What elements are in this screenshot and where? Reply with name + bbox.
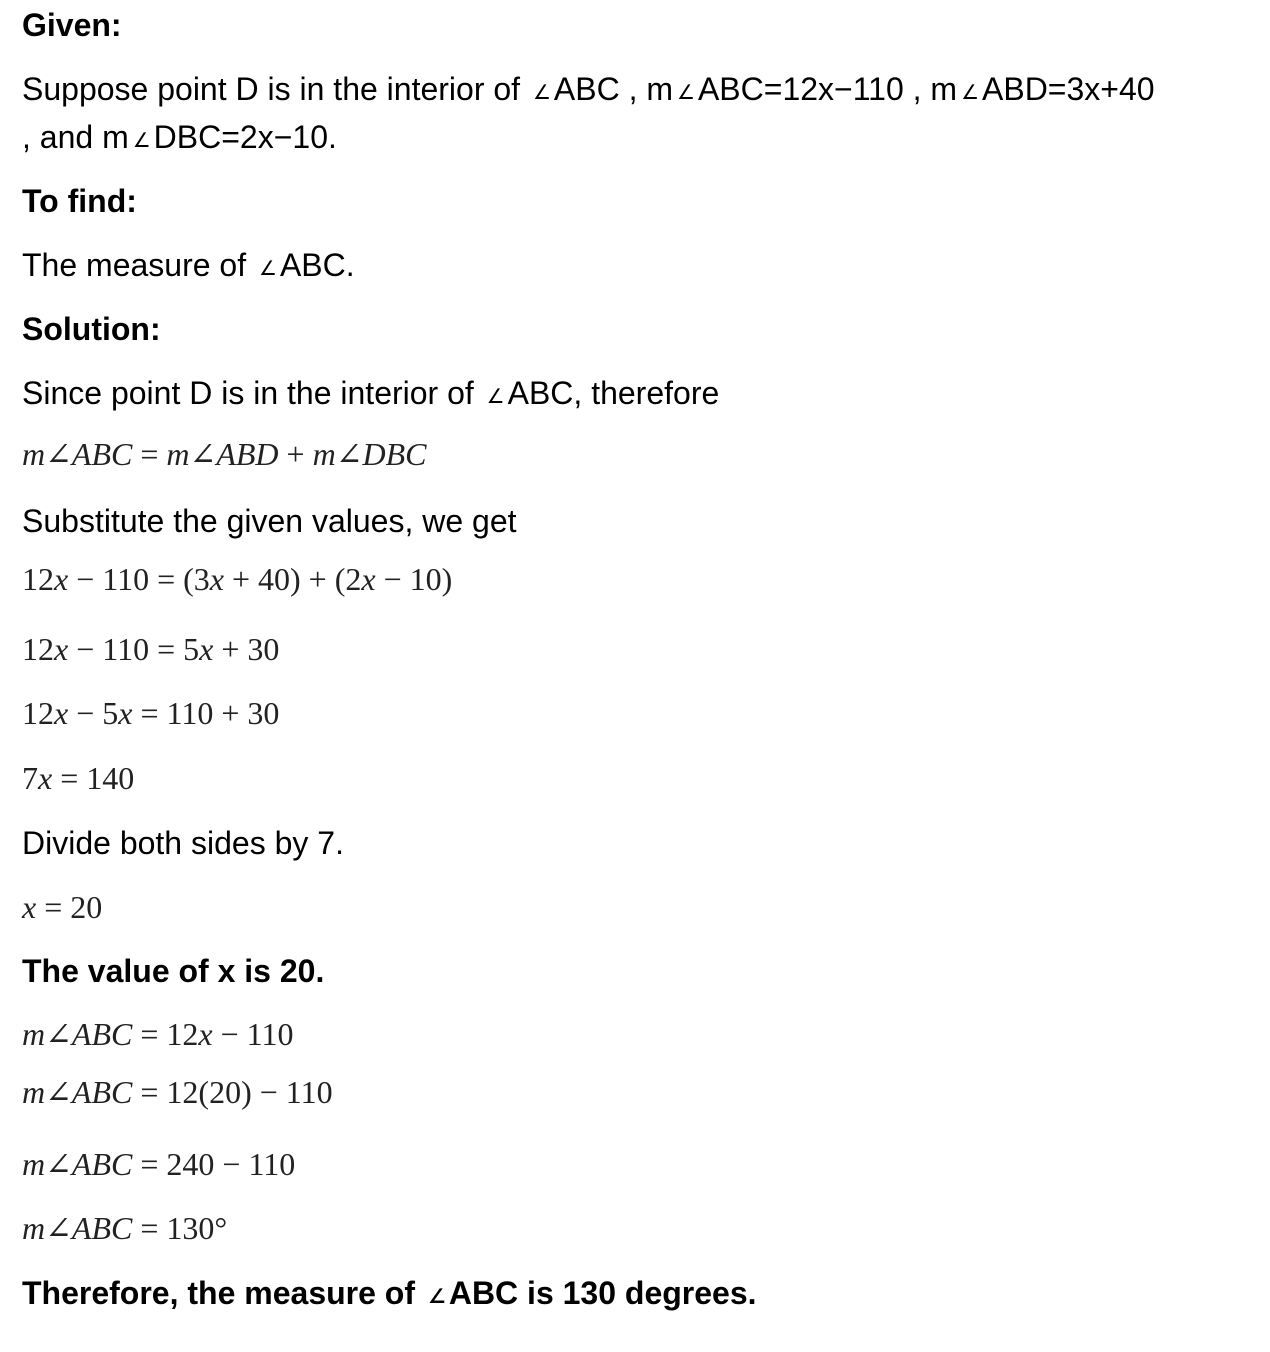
equation-step-4: 7x = 140 — [22, 760, 135, 796]
equation-abc-1: m∠ABC = 12x − 110 — [22, 1016, 294, 1052]
equation-step-2: 12x − 110 = 5x + 30 — [22, 631, 280, 667]
angle-symbol: ∠ — [259, 258, 277, 280]
angle-symbol: ∠ — [486, 386, 505, 408]
angle-symbol: ∠ — [677, 82, 695, 104]
equation-step-3: 12x − 5x = 110 + 30 — [22, 695, 280, 731]
value-statement: The value of x is 20. — [22, 953, 325, 989]
equation-step-1: 12x − 110 = (3x + 40) + (2x − 10) — [22, 561, 453, 597]
conclusion-text: Therefore, the measure of ∠ABC is 130 degrees. — [22, 1275, 757, 1311]
equation-angle-sum: m∠ABC = m∠ABD + m∠DBC — [22, 436, 427, 472]
to-find-heading: To find: — [22, 183, 137, 219]
equation-abc-2: m∠ABC = 12(20) − 110 — [22, 1074, 333, 1110]
given-text-line1: Suppose point D is in the interior of ∠ABC , m ∠ABC=12x−110 , m ∠ABD=3x+40 — [22, 71, 1155, 107]
equation-abc-3: m∠ABC = 240 − 110 — [22, 1146, 296, 1182]
given-heading: Given: — [22, 7, 122, 43]
given-text-line2: , and m ∠DBC=2x−10. — [22, 119, 337, 155]
equation-x-value: x = 20 — [22, 889, 103, 925]
angle-symbol: ∠ — [132, 130, 151, 152]
to-find-text: The measure of ∠ABC. — [22, 247, 355, 283]
substitute-text: Substitute the given values, we get — [22, 503, 517, 539]
equation-abc-4: m∠ABC = 130° — [22, 1210, 228, 1246]
angle-symbol: ∠ — [427, 1286, 446, 1308]
angle-symbol: ∠ — [532, 82, 551, 104]
divide-text: Divide both sides by 7. — [22, 825, 344, 861]
since-text: Since point D is in the interior of ∠ABC, therefore — [22, 375, 720, 411]
angle-symbol: ∠ — [961, 82, 979, 104]
solution-heading: Solution: — [22, 311, 161, 347]
